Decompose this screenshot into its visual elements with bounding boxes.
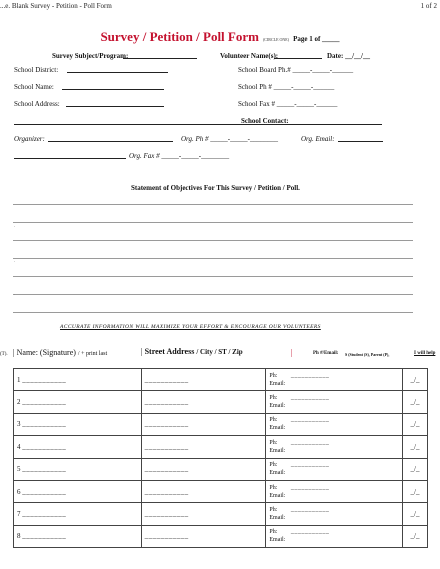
status-blank: _/_ xyxy=(410,375,420,384)
name-cell[interactable] xyxy=(14,458,142,480)
org-fax-field[interactable]: Org. Fax # _____-_____-________ xyxy=(129,152,230,160)
name-blank: ___________ xyxy=(22,465,67,474)
address-cell[interactable] xyxy=(141,503,266,525)
ph-label: Ph: xyxy=(269,395,278,402)
address-blank: ___________ xyxy=(144,465,189,474)
address-blank: ___________ xyxy=(144,532,189,541)
row-number: 3 xyxy=(17,420,21,429)
name-cell[interactable] xyxy=(14,503,142,525)
name-cell[interactable] xyxy=(14,413,142,435)
email-label: Email: xyxy=(269,470,286,477)
table-row xyxy=(14,458,428,480)
organizer-field[interactable] xyxy=(48,135,173,142)
row-number: 2 xyxy=(17,398,21,407)
school-fax-field[interactable]: School Fax # _____-_____-______ xyxy=(238,100,338,108)
status-cell[interactable] xyxy=(403,458,428,480)
address-cell[interactable] xyxy=(141,458,266,480)
table-row xyxy=(14,413,428,435)
ph-label: Ph: xyxy=(269,439,278,446)
school-district-label: School District: xyxy=(14,66,59,74)
school-name-field[interactable] xyxy=(62,83,164,90)
row-number: 5 xyxy=(17,465,21,474)
column-divider-bar: | xyxy=(291,348,293,357)
ph-blank: ___________ xyxy=(290,395,330,402)
ph-email-cell[interactable] xyxy=(266,391,403,413)
name-blank: ___________ xyxy=(22,420,67,429)
name-cell[interactable] xyxy=(14,369,142,391)
document-header-page: 1 of 2 xyxy=(420,2,437,10)
status-blank: _/_ xyxy=(410,510,420,519)
form-title-main: Survey / Petition / Poll Form xyxy=(100,29,259,44)
statement-line-4[interactable] xyxy=(13,258,413,259)
row-number: 8 xyxy=(17,532,21,541)
table-row xyxy=(14,436,428,458)
school-board-ph-field[interactable]: School Board Ph.# _____-_____-______ xyxy=(238,66,354,74)
survey-subject-label: Survey Subject/Program: xyxy=(52,52,129,60)
address-cell[interactable] xyxy=(141,436,266,458)
ph-email-cell[interactable] xyxy=(266,413,403,435)
name-blank: ___________ xyxy=(22,398,67,407)
accuracy-notice: ACCURATE INFORMATION WILL MAXIMIZE YOUR EFFORT & ENCOURAGE OUR VOLUNTEERS xyxy=(60,324,321,330)
row-number: 1 xyxy=(17,375,21,384)
ph-blank: ___________ xyxy=(290,529,330,536)
status-column-header: S (Student (S), Parent (P), xyxy=(345,352,390,357)
name-blank: ___________ xyxy=(22,532,67,541)
status-blank: _/_ xyxy=(410,465,420,474)
status-cell[interactable] xyxy=(403,480,428,502)
status-cell[interactable] xyxy=(403,503,428,525)
school-ph-field[interactable]: School Ph # _____-_____-______ xyxy=(238,83,335,91)
address-cell[interactable] xyxy=(141,413,266,435)
signature-table xyxy=(13,368,428,548)
school-district-field[interactable] xyxy=(67,66,168,73)
will-help-column-header: I will help xyxy=(414,351,436,356)
city-st-zip-label: / City / ST / Zip xyxy=(196,348,243,356)
statement-heading: Statement of Objectives For This Survey / Petition / Poll. xyxy=(131,184,300,192)
table-row xyxy=(14,503,428,525)
ph-email-cell[interactable] xyxy=(266,503,403,525)
school-name-label: School Name: xyxy=(14,83,54,91)
print-last-label: / + print last xyxy=(77,351,108,357)
name-blank: ___________ xyxy=(22,442,67,451)
school-contact-field[interactable] xyxy=(14,117,382,125)
name-blank: ___________ xyxy=(22,510,67,519)
name-cell[interactable] xyxy=(14,436,142,458)
address-cell[interactable] xyxy=(141,391,266,413)
statement-line-1[interactable] xyxy=(13,204,413,205)
status-cell[interactable] xyxy=(403,413,428,435)
name-cell[interactable] xyxy=(14,480,142,502)
email-label: Email: xyxy=(269,537,286,544)
date-field[interactable]: Date: __/__/__ xyxy=(327,52,370,60)
statement-line-3[interactable] xyxy=(13,240,413,241)
ph-blank: ___________ xyxy=(290,507,330,514)
org-email-field[interactable] xyxy=(338,135,383,142)
email-label: Email: xyxy=(269,403,286,410)
address-column-bar: | xyxy=(141,347,145,356)
row-number: 6 xyxy=(17,487,21,496)
status-cell[interactable] xyxy=(403,436,428,458)
ph-email-cell[interactable] xyxy=(266,458,403,480)
table-row xyxy=(14,480,428,502)
ph-label: Ph: xyxy=(269,507,278,514)
address-blank: ___________ xyxy=(144,487,189,496)
table-row xyxy=(14,391,428,413)
statement-dot: . xyxy=(14,224,16,229)
ph-label: Ph: xyxy=(269,462,278,469)
name-cell[interactable] xyxy=(14,525,142,547)
school-contact-label: School Contact: xyxy=(241,117,289,125)
document-header-left: ...e. Blank Survey - Petition - Poll Form xyxy=(0,2,112,10)
org-email-label: Org. Email: xyxy=(301,135,335,143)
ph-blank: ___________ xyxy=(290,372,330,379)
address-blank: ___________ xyxy=(144,420,189,429)
status-cell[interactable] xyxy=(403,391,428,413)
ph-label: Ph: xyxy=(269,417,278,424)
ph-label: Ph: xyxy=(269,372,278,379)
status-cell[interactable] xyxy=(403,369,428,391)
email-label: Email: xyxy=(269,447,286,454)
ph-email-cell[interactable] xyxy=(266,525,403,547)
address-cell[interactable] xyxy=(141,480,266,502)
email-label: Email: xyxy=(269,425,286,432)
table-row xyxy=(14,369,428,391)
circle-one-label: (CIRCLE ONE) xyxy=(262,37,290,42)
email-label: Email: xyxy=(269,380,286,387)
ph-email-cell[interactable] xyxy=(266,480,403,502)
row-number: 4 xyxy=(17,442,21,451)
email-label: Email: xyxy=(269,492,286,499)
status-blank: _/_ xyxy=(410,532,420,541)
ph-email-cell[interactable] xyxy=(266,436,403,458)
ph-blank: ___________ xyxy=(290,439,330,446)
address-blank: ___________ xyxy=(144,510,189,519)
ph-email-column-header: Ph #/Email: xyxy=(313,351,339,356)
table-row xyxy=(14,525,428,547)
ph-email-cell[interactable] xyxy=(266,369,403,391)
name-blank: ___________ xyxy=(22,487,67,496)
ph-label: Ph: xyxy=(269,484,278,491)
status-blank: _/_ xyxy=(410,442,420,451)
ph-blank: ___________ xyxy=(290,484,330,491)
name-column-label: Name: (Signature) xyxy=(16,348,76,357)
name-cell[interactable] xyxy=(14,391,142,413)
address-column-header xyxy=(141,347,243,356)
ph-blank: ___________ xyxy=(290,462,330,469)
org-ph-field[interactable]: Org. Ph # _____-_____-________ xyxy=(181,135,278,143)
statement-line-6[interactable] xyxy=(13,294,413,295)
name-blank: ___________ xyxy=(22,375,67,384)
name-column-bar: | xyxy=(13,348,17,357)
page-of-label: Page 1 of _____ xyxy=(293,35,340,43)
survey-subject-field[interactable] xyxy=(123,52,197,59)
school-address-field[interactable] xyxy=(66,100,164,107)
ph-label: Ph: xyxy=(269,529,278,536)
statement-dot: . xyxy=(14,292,16,297)
form-title xyxy=(0,28,440,46)
status-cell[interactable] xyxy=(403,525,428,547)
row-number: 7 xyxy=(17,510,21,519)
organizer-field-continued[interactable] xyxy=(14,152,126,159)
address-cell[interactable] xyxy=(141,369,266,391)
email-label: Email: xyxy=(269,515,286,522)
status-blank: _/_ xyxy=(410,398,420,407)
ph-blank: ___________ xyxy=(290,417,330,424)
statement-line-5[interactable] xyxy=(13,276,413,277)
volunteer-names-label: Volunteer Name(s): xyxy=(220,52,279,60)
volunteer-names-field[interactable] xyxy=(274,52,322,59)
organizer-label: Organizer: xyxy=(14,135,45,143)
status-blank: _/_ xyxy=(410,487,420,496)
address-blank: ___________ xyxy=(144,442,189,451)
address-blank: ___________ xyxy=(144,375,189,384)
name-column-header xyxy=(13,348,107,357)
statement-dot: . xyxy=(14,259,16,264)
statement-line-7[interactable] xyxy=(13,312,413,313)
address-blank: ___________ xyxy=(144,398,189,407)
statement-line-2[interactable] xyxy=(13,222,413,223)
street-address-label: Street Address xyxy=(144,347,195,356)
address-cell[interactable] xyxy=(141,525,266,547)
school-address-label: School Address: xyxy=(14,100,60,108)
cut-marker: (T). xyxy=(0,352,8,357)
status-blank: _/_ xyxy=(410,420,420,429)
